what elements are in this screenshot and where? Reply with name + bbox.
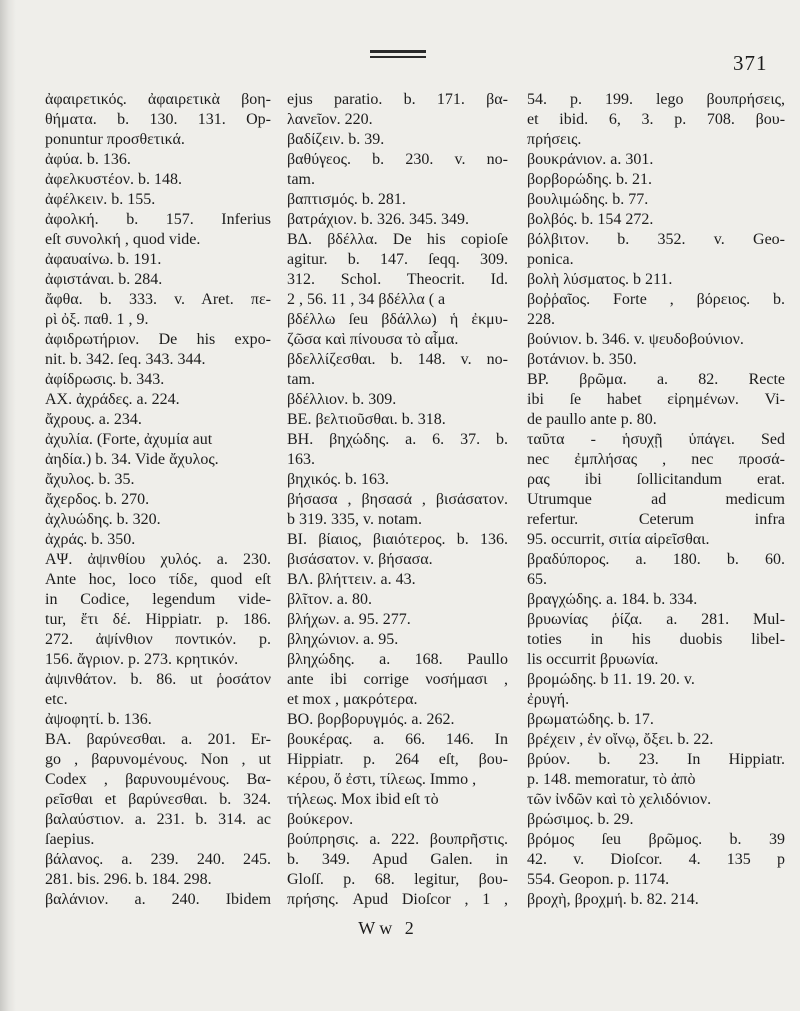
index-line: ΒΡ. βρῶμα. a. 82. Recte xyxy=(527,371,785,388)
index-line: βατράχιον. b. 326. 345. 349. xyxy=(287,211,469,228)
index-line: 42. v. Dioſcor. 4. 135 p xyxy=(527,851,786,868)
index-line: βλῖτον. a. 80. xyxy=(287,591,372,608)
index-line: ponuntur προσθετικά. xyxy=(45,131,185,148)
index-line: βοῤῥαῖος. Forte , βόρειος. b. xyxy=(527,291,785,308)
index-line: βόλβιτον. b. 352. v. Geo- xyxy=(527,231,785,248)
index-line: ἀψοφητί. b. 136. xyxy=(45,711,152,728)
index-line: ΒΑ. βαρύνεσθαι. a. 201. Er- xyxy=(45,731,271,748)
index-line: ἀχλυώδης. b. 320. xyxy=(45,511,161,528)
index-line: ἀφύα. b. 136. xyxy=(45,151,131,168)
index-line: βληχώδης. a. 168. Paullo xyxy=(287,651,508,668)
index-line: βρόμος ſeu βρῶμος. b. 39 xyxy=(527,831,785,848)
index-line: βρωματώδης. b. 17. xyxy=(527,711,654,728)
index-line: ἀψινθάτον. b. 86. ut ῥοσάτον xyxy=(45,671,271,688)
index-line: ponica. xyxy=(527,251,574,268)
index-line: βρυωνίας ῥίζα. a. 281. Mul- xyxy=(527,611,786,628)
index-line: ΒΔ. βδέλλα. De his copioſe xyxy=(287,231,508,248)
index-line: βούνιον. b. 346. v. ψευδοβούνιον. xyxy=(527,331,744,348)
index-line: τήλεως. Mox ibid eſt τὸ xyxy=(287,791,439,808)
index-line: Gloſſ. p. 68. legitur, βου- xyxy=(287,871,509,888)
index-line: βουκέρας. a. 66. 146. In xyxy=(287,731,508,748)
index-line: βδελλίζεσθαι. b. 148. v. no- xyxy=(287,351,508,368)
index-column-2 xyxy=(287,90,508,910)
index-line: go , βαρυνομένους. Non , ut xyxy=(45,751,272,768)
index-line: βήσασα , βησασά , βισάσατον. xyxy=(287,491,509,508)
scan-page-edge xyxy=(0,0,16,1011)
index-line: βισάσατον. v. βήσασα. xyxy=(287,551,433,568)
index-line: βδέλλιον. b. 309. xyxy=(287,391,397,408)
index-line: tam. xyxy=(287,371,315,388)
index-line: βρομώδης. b 11. 19. 20. v. xyxy=(527,671,695,688)
index-line: βρύον. b. 23. In Hippiatr. xyxy=(527,751,786,768)
index-line: nec ἐμπλήσας , nec προσά- xyxy=(527,451,785,468)
index-line: tam. xyxy=(287,171,315,188)
index-line: ἀφαιρετικός. ἀφαιρετικὰ βοη- xyxy=(45,91,271,108)
index-line: ζῶσα καὶ πίνουσα τὸ αἷμα. xyxy=(287,331,459,348)
index-line: βουκράνιον. a. 301. xyxy=(527,151,654,168)
index-line: ἀφιστάναι. b. 284. xyxy=(45,271,163,288)
index-line: ἀφέλκειν. b. 155. xyxy=(45,191,156,208)
index-line: ΒΟ. βορβορυγμός. a. 262. xyxy=(287,711,455,728)
index-line: ρεῖσθαι et βαρύνεσθαι. b. 324. xyxy=(45,791,272,808)
index-line: lis occurrit βρυωνία. xyxy=(527,651,659,668)
index-line: 65. xyxy=(527,571,547,588)
index-line: βούπρησις. a. 222. βουπρῆστις. xyxy=(287,831,508,848)
index-line: b. 349. Apud Galen. in xyxy=(287,851,509,868)
index-line: ibi ſe habet εἰρημένων. Vi- xyxy=(527,391,786,408)
index-line: Ante hoc, loco τίδε, quod eſt xyxy=(45,571,271,588)
index-line: βαθύγεος. b. 230. v. no- xyxy=(287,151,509,168)
index-line: 228. xyxy=(527,311,555,328)
index-line: in Codice, legendum vide- xyxy=(45,591,272,608)
index-line: 272. ἀψίνθιον ποντικόν. p. xyxy=(45,631,271,648)
index-line: βδέλλω ſeu βδάλλω) ἡ ἐκμυ- xyxy=(287,311,509,328)
index-line: refertur. Ceterum infra xyxy=(527,511,785,528)
index-line: κέρου, ὅ ἐστι, τίλεως. Immo , xyxy=(287,771,477,788)
index-line: 95. occurrit, σιτία αἱρεῖσθαι. xyxy=(527,531,710,548)
index-line: βαπτισμός. b. 281. xyxy=(287,191,406,208)
index-line: βοτάνιον. b. 350. xyxy=(527,351,637,368)
index-line: ρας ibi ſollicitandum erat. xyxy=(527,471,786,488)
index-line: ἀηδία.) b. 34. Vide ἄχυλος. xyxy=(45,451,219,468)
index-line: πρήσεις. xyxy=(527,131,582,148)
index-line: ἀφαυαίνω. b. 191. xyxy=(45,251,162,268)
index-line: βούκερον. xyxy=(287,811,354,828)
index-line: ἀφελκυστέον. b. 148. xyxy=(45,171,182,188)
index-line: 554. Geopon. p. 1174. xyxy=(527,871,670,888)
index-line: βραγχώδης. a. 184. b. 334. xyxy=(527,591,698,608)
index-line: λανεῖον. 220. xyxy=(287,111,373,128)
index-line: ταῦτα - ἡσυχῇ ὑπάγει. Sed xyxy=(527,431,785,448)
index-line: θήματα. b. 130. 131. Op- xyxy=(45,111,272,128)
index-line: ἀχυλία. (Forte, ἀχυμία aut xyxy=(45,431,213,448)
index-line: ἀχράς. b. 350. xyxy=(45,531,136,548)
index-line: βληχώνιον. a. 95. xyxy=(287,631,399,648)
index-line: ἀφίδρωσις. b. 343. xyxy=(45,371,165,388)
index-line: ΑΨ. ἀψινθίου χυλός. a. 230. xyxy=(45,551,272,568)
index-line: ſaepius. xyxy=(45,831,95,848)
index-line: βηχικός. b. 163. xyxy=(287,471,389,488)
index-line: ἄφθα. b. 333. v. Aret. πε- xyxy=(45,291,271,308)
index-line: etc. xyxy=(45,691,68,708)
index-line: βορβορώδης. b. 21. xyxy=(527,171,653,188)
index-line: 312. Schol. Theocrit. Id. xyxy=(287,271,508,288)
index-line: 54. p. 199. lego βουπρήσεις, xyxy=(527,91,785,108)
index-line: βάλανος. a. 239. 240. 245. xyxy=(45,851,271,868)
index-line: ΒΛ. βλήττειν. a. 43. xyxy=(287,571,416,588)
index-line: βλήχων. a. 95. 277. xyxy=(287,611,411,628)
index-line: agitur. b. 147. ſeqq. 309. xyxy=(287,251,508,268)
index-line: ΒΙ. βίαιος, βιαιότερος. b. 136. xyxy=(287,531,508,548)
index-line: ἄχυλος. b. 35. xyxy=(45,471,135,488)
index-line: βρώσιμος. b. 29. xyxy=(527,811,634,828)
page-number: 371 xyxy=(733,51,768,75)
index-line: et mox , μακρότερα. xyxy=(287,691,418,708)
index-line: ἄχρους. a. 234. xyxy=(45,411,142,428)
index-line: βολβός. b. 154 272. xyxy=(527,211,654,228)
index-line: 2 , 56. 11 , 34 βδέλλα ( a xyxy=(287,291,446,308)
index-line: nit. b. 342. ſeq. 343. 344. xyxy=(45,351,206,368)
index-line: Hippiatr. p. 264 eſt, βου- xyxy=(287,751,508,768)
header-ornament-rule xyxy=(370,50,426,53)
index-line: ejus paratio. b. 171. βα- xyxy=(287,91,509,108)
index-line: Codex , βαρυνουμένους. Βα- xyxy=(45,771,272,788)
index-line: ΒΕ. βελτιοῦσθαι. b. 318. xyxy=(287,411,446,428)
index-line: 281. bis. 296. b. 184. 298. xyxy=(45,871,212,888)
index-line: βουλιμώδης. b. 77. xyxy=(527,191,649,208)
header-ornament-rule-thin xyxy=(370,56,426,58)
index-line: b 319. 335, v. notam. xyxy=(287,511,422,528)
index-line: ΒΗ. βηχώδης. a. 6. 37. b. xyxy=(287,431,509,448)
index-line: p. 148. memoratur, τὸ ἀπὸ xyxy=(527,771,696,788)
index-line: eſt συνολκή , quod vide. xyxy=(45,231,201,248)
index-line: βροχὴ, βροχμή. b. 82. 214. xyxy=(527,891,699,908)
index-line: βαλάνιον. a. 240. Ibidem xyxy=(45,891,272,908)
index-line: ἀφολκή. b. 157. Inferius xyxy=(45,211,272,228)
index-line: ἄχερδος. b. 270. xyxy=(45,491,150,508)
index-line: βολὴ λύσματος. b 211. xyxy=(527,271,673,288)
index-line: βαλαύστιον. a. 231. b. 314. ac xyxy=(45,811,271,828)
index-line: Utrumque ad medicum xyxy=(527,491,785,508)
index-line: τῶν ἰνδῶν καὶ τὸ χελιδόνιον. xyxy=(527,791,712,808)
index-line: tur, ἔτι δέ. Hippiatr. p. 186. xyxy=(45,611,271,628)
index-column-3 xyxy=(527,90,785,910)
index-line: de paullo ante p. 80. xyxy=(527,411,657,428)
index-line: 163. xyxy=(287,451,315,468)
index-line: 156. ἄγριον. p. 273. κρητικόν. xyxy=(45,651,239,668)
index-line: et ibid. 6, 3. p. 708. βου- xyxy=(527,111,786,128)
index-line: πρήσης. Apud Dioſcor , 1 , xyxy=(287,891,508,908)
index-line: toties in his duobis libel- xyxy=(527,631,786,648)
index-line: βρέχειν , ἐν οἴνῳ, ὄξει. b. 22. xyxy=(527,731,714,748)
index-line: ἀφιδρωτήριον. De his expo- xyxy=(45,331,271,348)
index-line: ΑΧ. ἀχράδες. a. 224. xyxy=(45,391,180,408)
index-line: βραδύπορος. a. 180. b. 60. xyxy=(527,551,785,568)
index-line: βαδίζειν. b. 39. xyxy=(287,131,385,148)
index-column-1 xyxy=(45,90,271,910)
index-line: ἐρυγή. xyxy=(527,691,570,708)
index-line: ante ibi corrige νοσήμασι , xyxy=(287,671,509,688)
printer-signature-mark: Ww 2 xyxy=(358,918,418,938)
index-line: ρὶ ὀξ. παθ. 1 , 9. xyxy=(45,311,149,328)
